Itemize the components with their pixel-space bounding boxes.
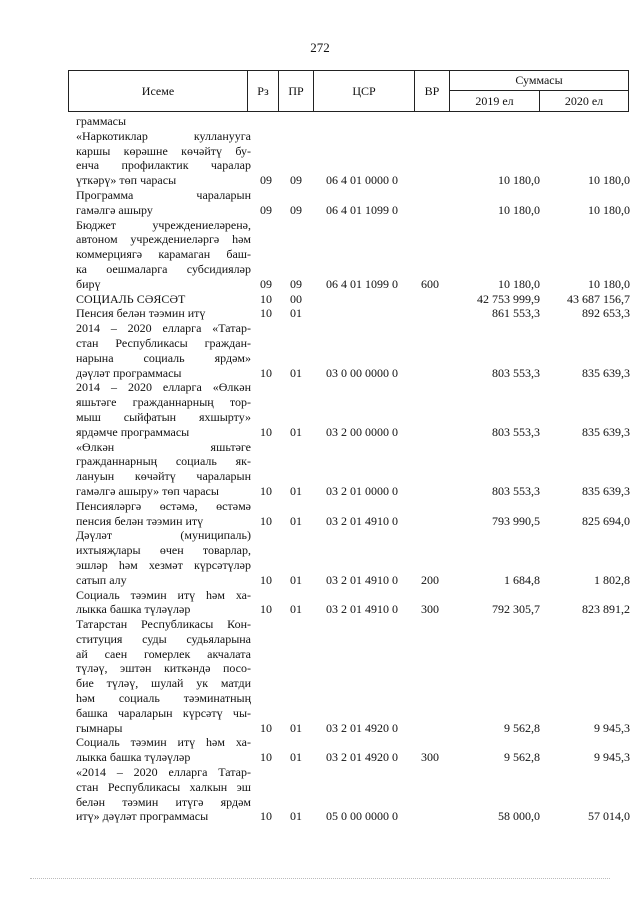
row-pr: 01	[290, 306, 302, 321]
table-row	[68, 114, 640, 129]
row-csr: 03 2 01 4910 0	[326, 602, 398, 617]
row-rz: 09	[260, 173, 272, 188]
table-row	[68, 440, 640, 499]
row-pr: 01	[290, 602, 302, 617]
row-name-line: Социаль тәэмин итү һәм ха-	[76, 587, 251, 602]
row-name-line: Пенсия белән тәэмин итү	[76, 306, 206, 321]
row-vr: 300	[421, 750, 439, 765]
row-sum-2020: 823 891,2	[582, 602, 630, 617]
table-row	[68, 306, 640, 321]
row-sum-2020: 9 945,3	[594, 750, 630, 765]
row-name-line: пенсия белән тәэмин итү	[76, 513, 204, 528]
row-rz: 10	[260, 365, 272, 380]
row-name-line: ихтыяҗлары өчен товарлар,	[76, 543, 251, 558]
row-name-line: СОЦИАЛЬ СӘЯСӘТ	[76, 291, 186, 306]
page-number: 272	[310, 40, 330, 55]
row-pr: 09	[290, 202, 302, 217]
row-name-line: ка оешмаларга субсидияләр	[76, 261, 251, 276]
row-vr: 600	[421, 276, 439, 291]
row-rz: 10	[260, 602, 272, 617]
row-pr: 01	[290, 483, 302, 498]
row-name-line: түләү, эштән киткәндә посо-	[76, 661, 251, 676]
row-name-line: сатып алу	[76, 572, 127, 587]
row-rz: 10	[260, 291, 272, 306]
row-pr: 09	[290, 276, 302, 291]
row-pr: 01	[290, 809, 302, 824]
row-sum-2020: 10 180,0	[588, 276, 630, 291]
row-vr: 300	[421, 602, 439, 617]
row-name-line: Татарстан Республикасы Кон-	[76, 617, 251, 632]
row-name-line: белән тәэмин итүгә ярдәм	[76, 794, 251, 809]
row-name-line: гражданнарның социаль як-	[76, 454, 251, 469]
row-csr: 06 4 01 1099 0	[326, 276, 398, 291]
table-row	[68, 129, 640, 188]
row-name	[76, 321, 251, 380]
row-sum-2020: 835 639,3	[582, 483, 630, 498]
row-name-line: башка чараларын күрсәтү чы-	[76, 705, 251, 720]
row-rz: 09	[260, 276, 272, 291]
header-name: Исеме	[68, 70, 248, 112]
row-pr: 00	[290, 291, 302, 306]
row-name-line: автоном учреждениеләргә һәм	[76, 232, 251, 247]
row-name-line: «Наркотиклар кулланууга	[76, 128, 251, 143]
row-name-line: «2014 – 2020 елларга Татар-	[76, 765, 251, 780]
row-name-line: гамәлгә ашыру» төп чарасы	[76, 483, 219, 498]
row-csr: 06 4 01 0000 0	[326, 173, 398, 188]
row-name-line: гамәлгә ашыру	[76, 202, 153, 217]
table-body	[68, 114, 640, 824]
row-rz: 10	[260, 513, 272, 528]
row-rz: 10	[260, 572, 272, 587]
row-name	[76, 735, 251, 765]
row-sum-2019: 10 180,0	[498, 202, 540, 217]
row-name	[76, 765, 251, 824]
row-name-line: ституция суды судьяларына	[76, 631, 251, 646]
header-rz: Рз	[247, 70, 279, 112]
row-sum-2020: 835 639,3	[582, 424, 630, 439]
row-name-line: 2014 – 2020 елларга «Өлкән	[76, 380, 251, 395]
row-pr: 01	[290, 424, 302, 439]
row-name-line: каршы көрәшне көчәйтү бу-	[76, 143, 251, 158]
row-csr: 06 4 01 1099 0	[326, 202, 398, 217]
row-rz: 10	[260, 809, 272, 824]
row-sum-2019: 58 000,0	[498, 809, 540, 824]
row-sum-2020: 835 639,3	[582, 365, 630, 380]
row-pr: 01	[290, 513, 302, 528]
row-pr: 01	[290, 720, 302, 735]
row-name-line: Бюджет учреждениеләренә,	[76, 217, 251, 232]
row-rz: 10	[260, 306, 272, 321]
row-name-line: дәүләт программасы	[76, 365, 182, 380]
row-name	[76, 380, 251, 439]
row-name-line: нарына социаль ярдәм»	[76, 350, 251, 365]
row-name	[76, 440, 251, 499]
row-csr: 05 0 00 0000 0	[326, 809, 398, 824]
row-sum-2020: 43 687 156,7	[567, 291, 630, 306]
row-rz: 10	[260, 483, 272, 498]
table-row	[68, 218, 640, 292]
header-csr: ЦСР	[313, 70, 415, 112]
row-name-line: Пенсияләргә өстәмә, өстәмә	[76, 498, 251, 513]
row-sum-2019: 803 553,3	[492, 365, 540, 380]
row-sum-2020: 10 180,0	[588, 173, 630, 188]
row-name	[76, 588, 251, 618]
row-sum-2019: 42 753 999,9	[477, 291, 540, 306]
row-csr: 03 2 00 0000 0	[326, 424, 398, 439]
table-row	[68, 292, 640, 307]
row-sum-2019: 10 180,0	[498, 173, 540, 188]
row-name	[76, 306, 251, 321]
row-name	[76, 292, 251, 307]
table-row	[68, 528, 640, 587]
row-csr: 03 2 01 0000 0	[326, 483, 398, 498]
row-name-line: граммасы	[76, 114, 127, 128]
row-name-line: ай саен гомерлек акчалата	[76, 646, 251, 661]
row-sum-2019: 861 553,3	[492, 306, 540, 321]
row-name-line: үткәрү» төп чарасы	[76, 173, 177, 188]
row-pr: 09	[290, 173, 302, 188]
row-name-line: Дәүләт (муниципаль)	[76, 528, 251, 543]
table-row	[68, 588, 640, 618]
table-row	[68, 321, 640, 380]
table-row	[68, 735, 640, 765]
row-pr: 01	[290, 572, 302, 587]
row-name-line: яшьтәге гражданнарның тор-	[76, 395, 251, 410]
footer-divider	[30, 878, 610, 879]
row-sum-2020: 892 653,3	[582, 306, 630, 321]
row-name-line: һәм социаль тәэминатның	[76, 691, 251, 706]
header-vr: ВР	[414, 70, 450, 112]
row-name-line: Программа чараларын	[76, 187, 251, 202]
table-header	[68, 70, 629, 112]
row-sum-2019: 1 684,8	[504, 572, 540, 587]
row-name	[76, 218, 251, 292]
row-sum-2020: 1 802,8	[594, 572, 630, 587]
row-csr: 03 2 01 4920 0	[326, 720, 398, 735]
table-row	[68, 617, 640, 735]
row-csr: 03 0 00 0000 0	[326, 365, 398, 380]
row-sum-2019: 9 562,8	[504, 720, 540, 735]
header-sums: Суммасы	[449, 70, 629, 91]
row-vr: 200	[421, 572, 439, 587]
row-sum-2019: 803 553,3	[492, 483, 540, 498]
row-name-line: коммерциягә карамаган бaш-	[76, 247, 251, 262]
table-row	[68, 499, 640, 529]
row-name-line: лыкка башка түләүләр	[76, 602, 191, 617]
row-name-line: эшләр һәм хезмәт күрсәтүләр	[76, 557, 251, 572]
row-name-line: стан Республикасы граждан-	[76, 335, 251, 350]
row-sum-2020: 57 014,0	[588, 809, 630, 824]
row-name	[76, 499, 251, 529]
row-name	[76, 528, 251, 587]
header-pr: ПР	[278, 70, 314, 112]
row-name	[76, 114, 251, 129]
table-row	[68, 380, 640, 439]
row-pr: 01	[290, 750, 302, 765]
row-name-line: лануын көчәйтү чараларын	[76, 469, 251, 484]
row-sum-2019: 793 990,5	[492, 513, 540, 528]
table-row	[68, 188, 640, 218]
row-name-line: мыш сыйфатын яхшырту»	[76, 409, 251, 424]
table-row	[68, 765, 640, 824]
row-pr: 01	[290, 365, 302, 380]
row-name	[76, 188, 251, 218]
row-name-line: лыкка башка түләүләр	[76, 750, 191, 765]
row-sum-2019: 803 553,3	[492, 424, 540, 439]
row-rz: 10	[260, 720, 272, 735]
row-csr: 03 2 01 4920 0	[326, 750, 398, 765]
row-csr: 03 2 01 4910 0	[326, 513, 398, 528]
row-name-line: бирү	[76, 276, 101, 291]
header-2019: 2019 ел	[449, 90, 540, 112]
row-rz: 09	[260, 202, 272, 217]
row-name-line: бие түләү, шулай ук матди	[76, 676, 251, 691]
row-name-line: итү» дәүләт программасы	[76, 809, 209, 824]
row-sum-2020: 825 694,0	[582, 513, 630, 528]
row-name-line: стан Республикасы халкын эш	[76, 779, 251, 794]
row-csr: 03 2 01 4910 0	[326, 572, 398, 587]
row-rz: 10	[260, 750, 272, 765]
row-sum-2020: 10 180,0	[588, 202, 630, 217]
row-name-line: Социаль тәэмин итү һәм ха-	[76, 735, 251, 750]
row-sum-2019: 10 180,0	[498, 276, 540, 291]
row-name-line: енча профилактик чаралар	[76, 158, 251, 173]
row-name-line: ярдәмче программасы	[76, 424, 190, 439]
row-name	[76, 617, 251, 735]
row-name-line: «Өлкән яшьтәге	[76, 439, 251, 454]
row-name	[76, 129, 251, 188]
row-sum-2020: 9 945,3	[594, 720, 630, 735]
row-sum-2019: 792 305,7	[492, 602, 540, 617]
header-2020: 2020 ел	[539, 90, 629, 112]
row-sum-2019: 9 562,8	[504, 750, 540, 765]
row-name-line: 2014 – 2020 елларга «Татар-	[76, 321, 251, 336]
row-name-line: гымнары	[76, 720, 123, 735]
row-rz: 10	[260, 424, 272, 439]
